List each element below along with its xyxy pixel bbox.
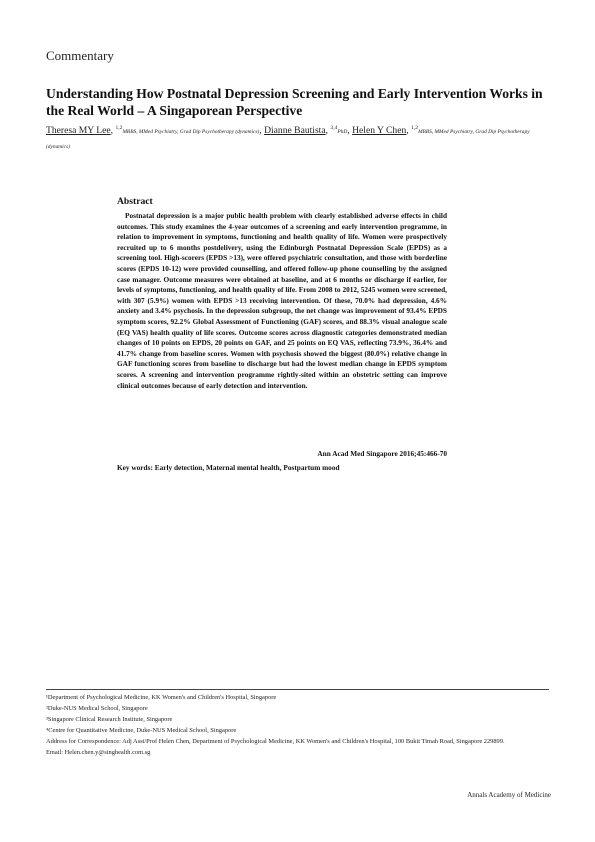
affiliation-footnote: ¹Department of Psychological Medicine, KK Women's and Children's Hospital, Singapore xyxy=(46,694,277,701)
footnote-divider xyxy=(46,689,549,690)
author-credentials: PhD xyxy=(337,129,348,136)
author-affiliation: 1,2 xyxy=(115,125,123,131)
correspondence-email[interactable]: Email: Helen.chen.y@singhealth.com.sg xyxy=(46,749,151,756)
author-list xyxy=(46,121,551,154)
author-credentials: MBBS, MMed Psychiatry, Grad Dip Psychotherapy (dynamics) xyxy=(46,129,530,151)
article-title: Understanding How Postnatal Depression Screening and Early Intervention Works in the Real World – A Singaporean Perspective xyxy=(46,86,543,118)
author-entry: Dianne Bautista, $^{3,4}$PhD, xyxy=(264,125,353,137)
author-name[interactable]: Theresa MY Lee xyxy=(46,125,111,137)
footnotes xyxy=(46,692,551,758)
author-affiliation: 3,4 xyxy=(330,125,338,131)
author-name[interactable]: Dianne Bautista xyxy=(264,125,326,137)
affiliation-footnote: ⁴Centre for Quantitative Medicine, Duke-NUS Medical School, Singapore xyxy=(46,727,237,734)
keywords: Key words: Early detection, Maternal mental health, Postpartum mood xyxy=(117,463,340,472)
section-label: Commentary xyxy=(46,48,114,63)
affiliation-footnote: ³Singapore Clinical Research Institute, Singapore xyxy=(46,716,173,723)
citation: Ann Acad Med Singapore 2016;45:466-70 xyxy=(317,449,447,458)
affiliation-footnote: ²Duke-NUS Medical School, Singapore xyxy=(46,705,148,712)
author-credentials: MBBS, MMed Psychiatry, Grad Dip Psychotherapy (dynamics) xyxy=(122,129,260,136)
correspondence-address: Address for Correspondence: Adj Asst/Prof Helen Chen, Department of Psychological Medicine, KK Women's and Children's Hospital, 100 Bukit Timah Road, Singapore 229899. xyxy=(46,738,505,745)
author-affiliation: 1,2 xyxy=(411,125,419,131)
abstract-body: Postnatal depression is a major public health problem with clearly established adverse effects in child outcomes. This study examines the 4-year outcomes of a screening and early intervention programme, in relation to improvement in symptoms, functioning and health quality of life. Women were prospectively recruited up to 6 months postdelivery, using the Edinburgh Postnatal Depression Scale (EPDS) as a screening tool. High-scorers (EPDS >13), were offered psychiatric consultation, and those with borderline scores (EPDS 10-12) were provided counselling, and offered follow-up phone counselling by the assigned case manager. Outcome measures were obtained at baseline, and at 6 months or discharge if earlier, for levels of symptoms, functioning, and health quality of life. From 2008 to 2012, 5245 women were screened, with 307 (5.9%) women with EPDS >13 receiving intervention. Of these, 70.0% had depression, 4.6% anxiety and 3.4% psychosis. In the depression subgroup, the net change was improvement of 93.4% EPDS symptom scores, 92.2% Global Assessment of Functioning (GAF) scores, and 88.3% visual analogue scale (EQ VAS) health quality of life scores. Outcome scores across diagnostic categories demonstrated median changes of 10 points on EPDS, 20 points on GAF, and 25 points on EQ VAS, reflecting 73.9%, 36.4% and 41.7% change from baseline scores. Women with psychosis showed the biggest (80.0%) relative change in GAF functioning scores from baseline to discharge but had the lowest median change in EPDS symptom scores. A screening and intervention programme rightly-sited within an obstetric setting can improve clinical outcomes because of early detection and intervention. xyxy=(117,211,447,390)
author-entry: Theresa MY Lee, $^{1,2}$MBBS, MMed Psychiatry, Grad Dip Psychotherapy (dynamics), xyxy=(46,125,265,137)
author-name[interactable]: Helen Y Chen xyxy=(352,125,407,137)
journal-footer: Annals Academy of Medicine xyxy=(467,791,551,799)
abstract-heading: Abstract xyxy=(117,196,153,207)
author-entry: Helen Y Chen, $^{1,2}$MBBS, MMed Psychiatry, Grad Dip Psychotherapy (dynamics) xyxy=(46,125,530,151)
